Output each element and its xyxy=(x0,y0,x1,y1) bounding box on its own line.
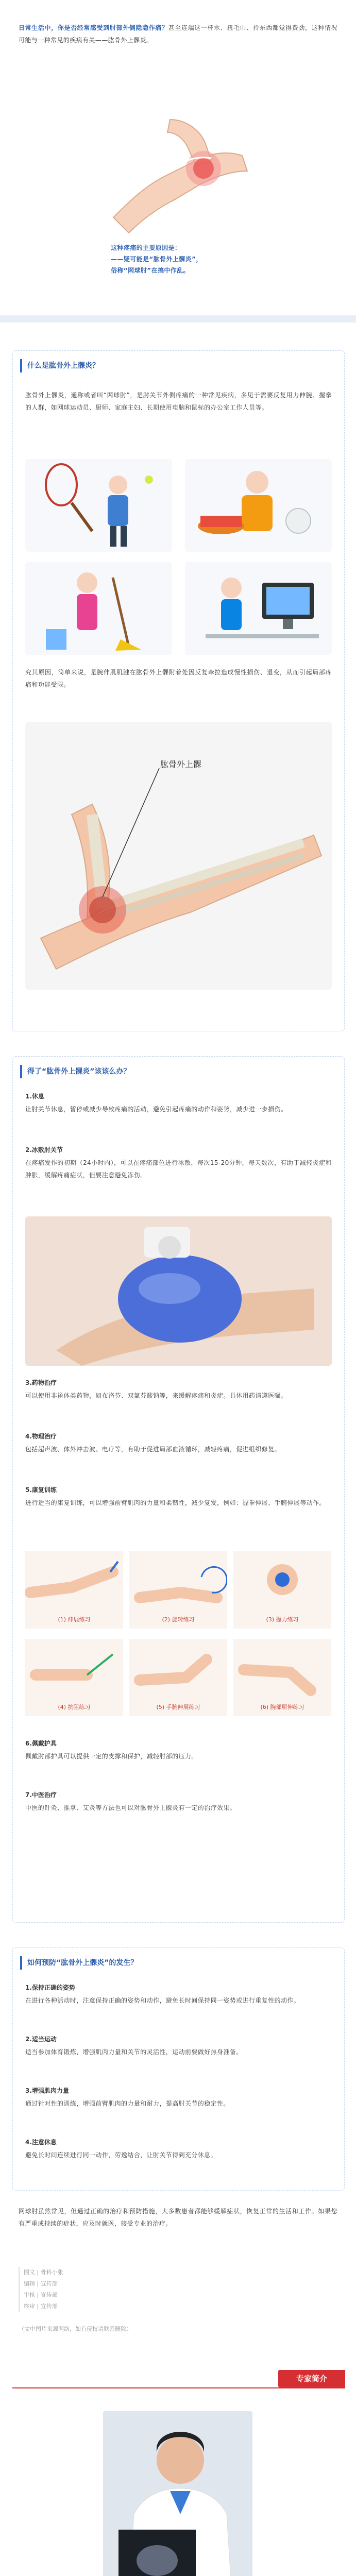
section-prevent-title: 如何预防“肱骨外上髁炎”的发生？ xyxy=(20,1956,138,1970)
what-paragraph-1: 肱骨外上髁炎，通称或者叫“网球肘”，是肘关节外侧疼痛的一种常见疾病，多见于需要反复用力伸腕、握拳的人群，如网球运动员、厨师、家庭主妇、长期使用电脑和鼠标的办公室工作人员等。 xyxy=(25,392,332,411)
expert-badge xyxy=(278,2370,345,2387)
treat-item-3 xyxy=(25,1376,332,1402)
treat-item-3-text: 可以使用非甾体类药物，如布洛芬、双氯芬酸钠等，来缓解疼痛和炎症。具体用药请遵医嘱。 xyxy=(25,1392,287,1399)
intro-section xyxy=(19,22,337,46)
section-what xyxy=(12,350,345,1031)
treat-item-7-text: 中医的针灸、推拿、艾灸等方法也可以对肱骨外上髁炎有一定的治疗效果。 xyxy=(25,1804,236,1811)
prevent-item-3-heading: 3.增强肌肉力量 xyxy=(25,2087,69,2094)
exercise-4-label: (4) 抗阻练习 xyxy=(58,1704,91,1710)
exercise-6 xyxy=(233,1639,331,1716)
exercise-3 xyxy=(233,1551,331,1629)
ice-pack-icon xyxy=(25,1216,332,1366)
expert-badge-label: 专家简介 xyxy=(278,2370,345,2387)
grip-icon xyxy=(233,1551,331,1613)
treat-item-5 xyxy=(25,1483,332,1509)
caption-line-3: 俗称“网球肘”在搞中作乱。 xyxy=(111,267,190,274)
prevent-item-4 xyxy=(25,2136,332,2161)
treat-item-1-heading: 1.休息 xyxy=(25,1093,44,1100)
treat-item-5-heading: 5.康复训练 xyxy=(25,1486,57,1494)
intro-illustration xyxy=(93,99,263,238)
anatomy-figure xyxy=(25,722,332,990)
exercise-5 xyxy=(129,1639,227,1716)
exercise-6-label: (6) 腕部屈伸练习 xyxy=(260,1704,304,1710)
credit-1: 图文 | 骨科小张 xyxy=(24,2269,63,2276)
intro-highlight: 日常生活中，你是否经常感受到肘部外侧隐隐作痛？ xyxy=(19,24,168,31)
treat-item-7 xyxy=(25,1788,332,1814)
prevent-item-4-heading: 4.注意休息 xyxy=(25,2139,57,2146)
exercise-5-label: (5) 手腕伸展练习 xyxy=(156,1704,200,1710)
treat-item-3-heading: 3.药物治疗 xyxy=(25,1379,57,1386)
prevent-item-2-heading: 2.适当运动 xyxy=(25,2036,57,2043)
anatomy-label: 肱骨外上髁 xyxy=(160,759,202,769)
caption-line-1: 这种疼痛的主要原因是： xyxy=(111,244,181,251)
exercise-4 xyxy=(25,1639,123,1716)
treat-item-2 xyxy=(25,1143,332,1181)
tennis-player-illustration xyxy=(25,459,172,552)
credit-2: 编辑 | 宣传部 xyxy=(24,2280,58,2287)
wrist-stretch-icon xyxy=(129,1639,227,1701)
treat-item-4-heading: 4.物理治疗 xyxy=(25,1433,57,1440)
computer-user-illustration xyxy=(185,562,332,655)
exercise-2 xyxy=(129,1551,227,1629)
exercise-3-label: (3) 握力练习 xyxy=(266,1616,299,1623)
treat-item-5-text: 进行适当的康复训练，可以增强前臂肌肉的力量和柔韧性，减少复发，例如：握拳伸展、手腕伸展等动作。 xyxy=(25,1499,326,1506)
housework-illustration xyxy=(25,562,172,655)
exercise-1-label: (1) 伸展练习 xyxy=(58,1616,91,1623)
arm-stretch-icon xyxy=(25,1551,123,1613)
elbow-pain-icon xyxy=(93,99,263,238)
what-illustrations xyxy=(25,459,332,655)
divider-band xyxy=(0,315,356,323)
treat-item-2-heading: 2.冰敷肘关节 xyxy=(25,1146,63,1154)
treat-item-6-heading: 6.佩戴护具 xyxy=(25,1740,57,1747)
credit-4: 终审 | 宣传部 xyxy=(24,2303,58,2310)
prevent-item-1-heading: 1.保持正确的姿势 xyxy=(25,1984,75,1991)
treat-item-6-text: 佩戴肘部护具可以提供一定的支撑和保护，减轻肘部的压力。 xyxy=(25,1753,198,1760)
prevent-item-3 xyxy=(25,2084,332,2110)
treat-item-7-heading: 7.中医治疗 xyxy=(25,1791,57,1799)
prevent-item-4-text: 避免长时间连续进行同一动作，劳逸结合，让肘关节得到充分休息。 xyxy=(25,2151,217,2159)
exercise-2-label: (2) 旋转练习 xyxy=(162,1616,195,1623)
broom-icon xyxy=(25,562,172,655)
treat-item-1 xyxy=(25,1090,332,1115)
section-what-title: 什么是肱骨外上髁炎？ xyxy=(20,359,99,372)
tennis-racket-icon xyxy=(25,459,172,552)
section-treat xyxy=(12,1056,345,1923)
cooking-illustration xyxy=(185,459,332,552)
computer-icon xyxy=(185,562,332,655)
prevent-item-1 xyxy=(25,1981,332,2007)
closing-paragraph: 网球肘虽然常见，但通过正确的治疗和预防措施，大多数患者都能够缓解症状，恢复正常的生活和工作。如果您有严重或持续的症状，应及时就医，接受专业的治疗。 xyxy=(19,2208,337,2227)
resistance-band-icon xyxy=(25,1639,123,1701)
treat-item-1-text: 让肘关节休息，暂停或减少导致疼痛的活动，避免引起疼痛的动作和姿势，减少进一步损伤。 xyxy=(25,1106,287,1113)
prevent-item-1-text: 在进行各种活动时，注意保持正确的姿势和动作，避免长时间保持同一姿势或进行重复性的动作。 xyxy=(25,1997,300,2004)
expert-photo xyxy=(103,2411,252,2576)
section-treat-title: 得了“肱骨外上髁炎”该该么办？ xyxy=(20,1065,130,1078)
credits xyxy=(19,2267,178,2312)
expert-underline xyxy=(12,2387,345,2388)
wrist-flex-icon xyxy=(233,1639,331,1701)
prevent-item-2-text: 适当参加体育锻炼，增强肌肉力量和关节的灵活性，运动前要做好热身准备。 xyxy=(25,2048,243,2056)
prevent-item-3-text: 通过针对性的训练，增强前臂肌肉的力量和耐力，提高肘关节的稳定性。 xyxy=(25,2100,230,2107)
credit-3: 审核 | 宣传部 xyxy=(24,2292,58,2298)
exercise-1 xyxy=(25,1551,123,1629)
treat-item-4 xyxy=(25,1430,332,1455)
arm-rotate-icon xyxy=(129,1551,227,1613)
exercise-grid xyxy=(25,1551,332,1721)
disclaimer: （文中图片来源网络，如有侵权请联系删除） xyxy=(19,2326,132,2332)
cooking-pot-icon xyxy=(185,459,332,552)
prevent-item-2 xyxy=(25,2032,332,2058)
section-prevent xyxy=(12,1947,345,2191)
intro-paragraph xyxy=(19,22,337,46)
treat-item-2-text: 在疼痛发作的初期（24小时内），可以在疼痛部位进行冰敷，每次15-20分钟，每天数次，有助于减轻炎症和肿胀，缓解疼痛症状，但要注意避免冻伤。 xyxy=(25,1159,332,1179)
treat-item-6 xyxy=(25,1737,332,1762)
intro-rest: 甚至连端这一杯水、扭毛巾、拎东西都觉得费劲，这种情况可能与一种常见的疾病有关——肱骨外上髁炎。 xyxy=(19,24,338,44)
intro-caption xyxy=(111,242,245,276)
what-paragraph-2: 究其原因，简单来说，是腕伸肌肌腱在肱骨外上髁附着处因反复牵拉造成慢性损伤、退变，从而引起局部疼痛和功能受限。 xyxy=(25,669,332,688)
ice-pack-illustration xyxy=(25,1216,332,1366)
doctor-portrait-icon xyxy=(103,2411,252,2576)
caption-line-2: ——疑可能是“肱骨外上髁炎”， xyxy=(111,256,202,263)
treat-item-4-text: 包括超声波、体外冲击波、电疗等，有助于促进局部血液循环，减轻疼痛，促进组织修复。 xyxy=(25,1446,281,1453)
